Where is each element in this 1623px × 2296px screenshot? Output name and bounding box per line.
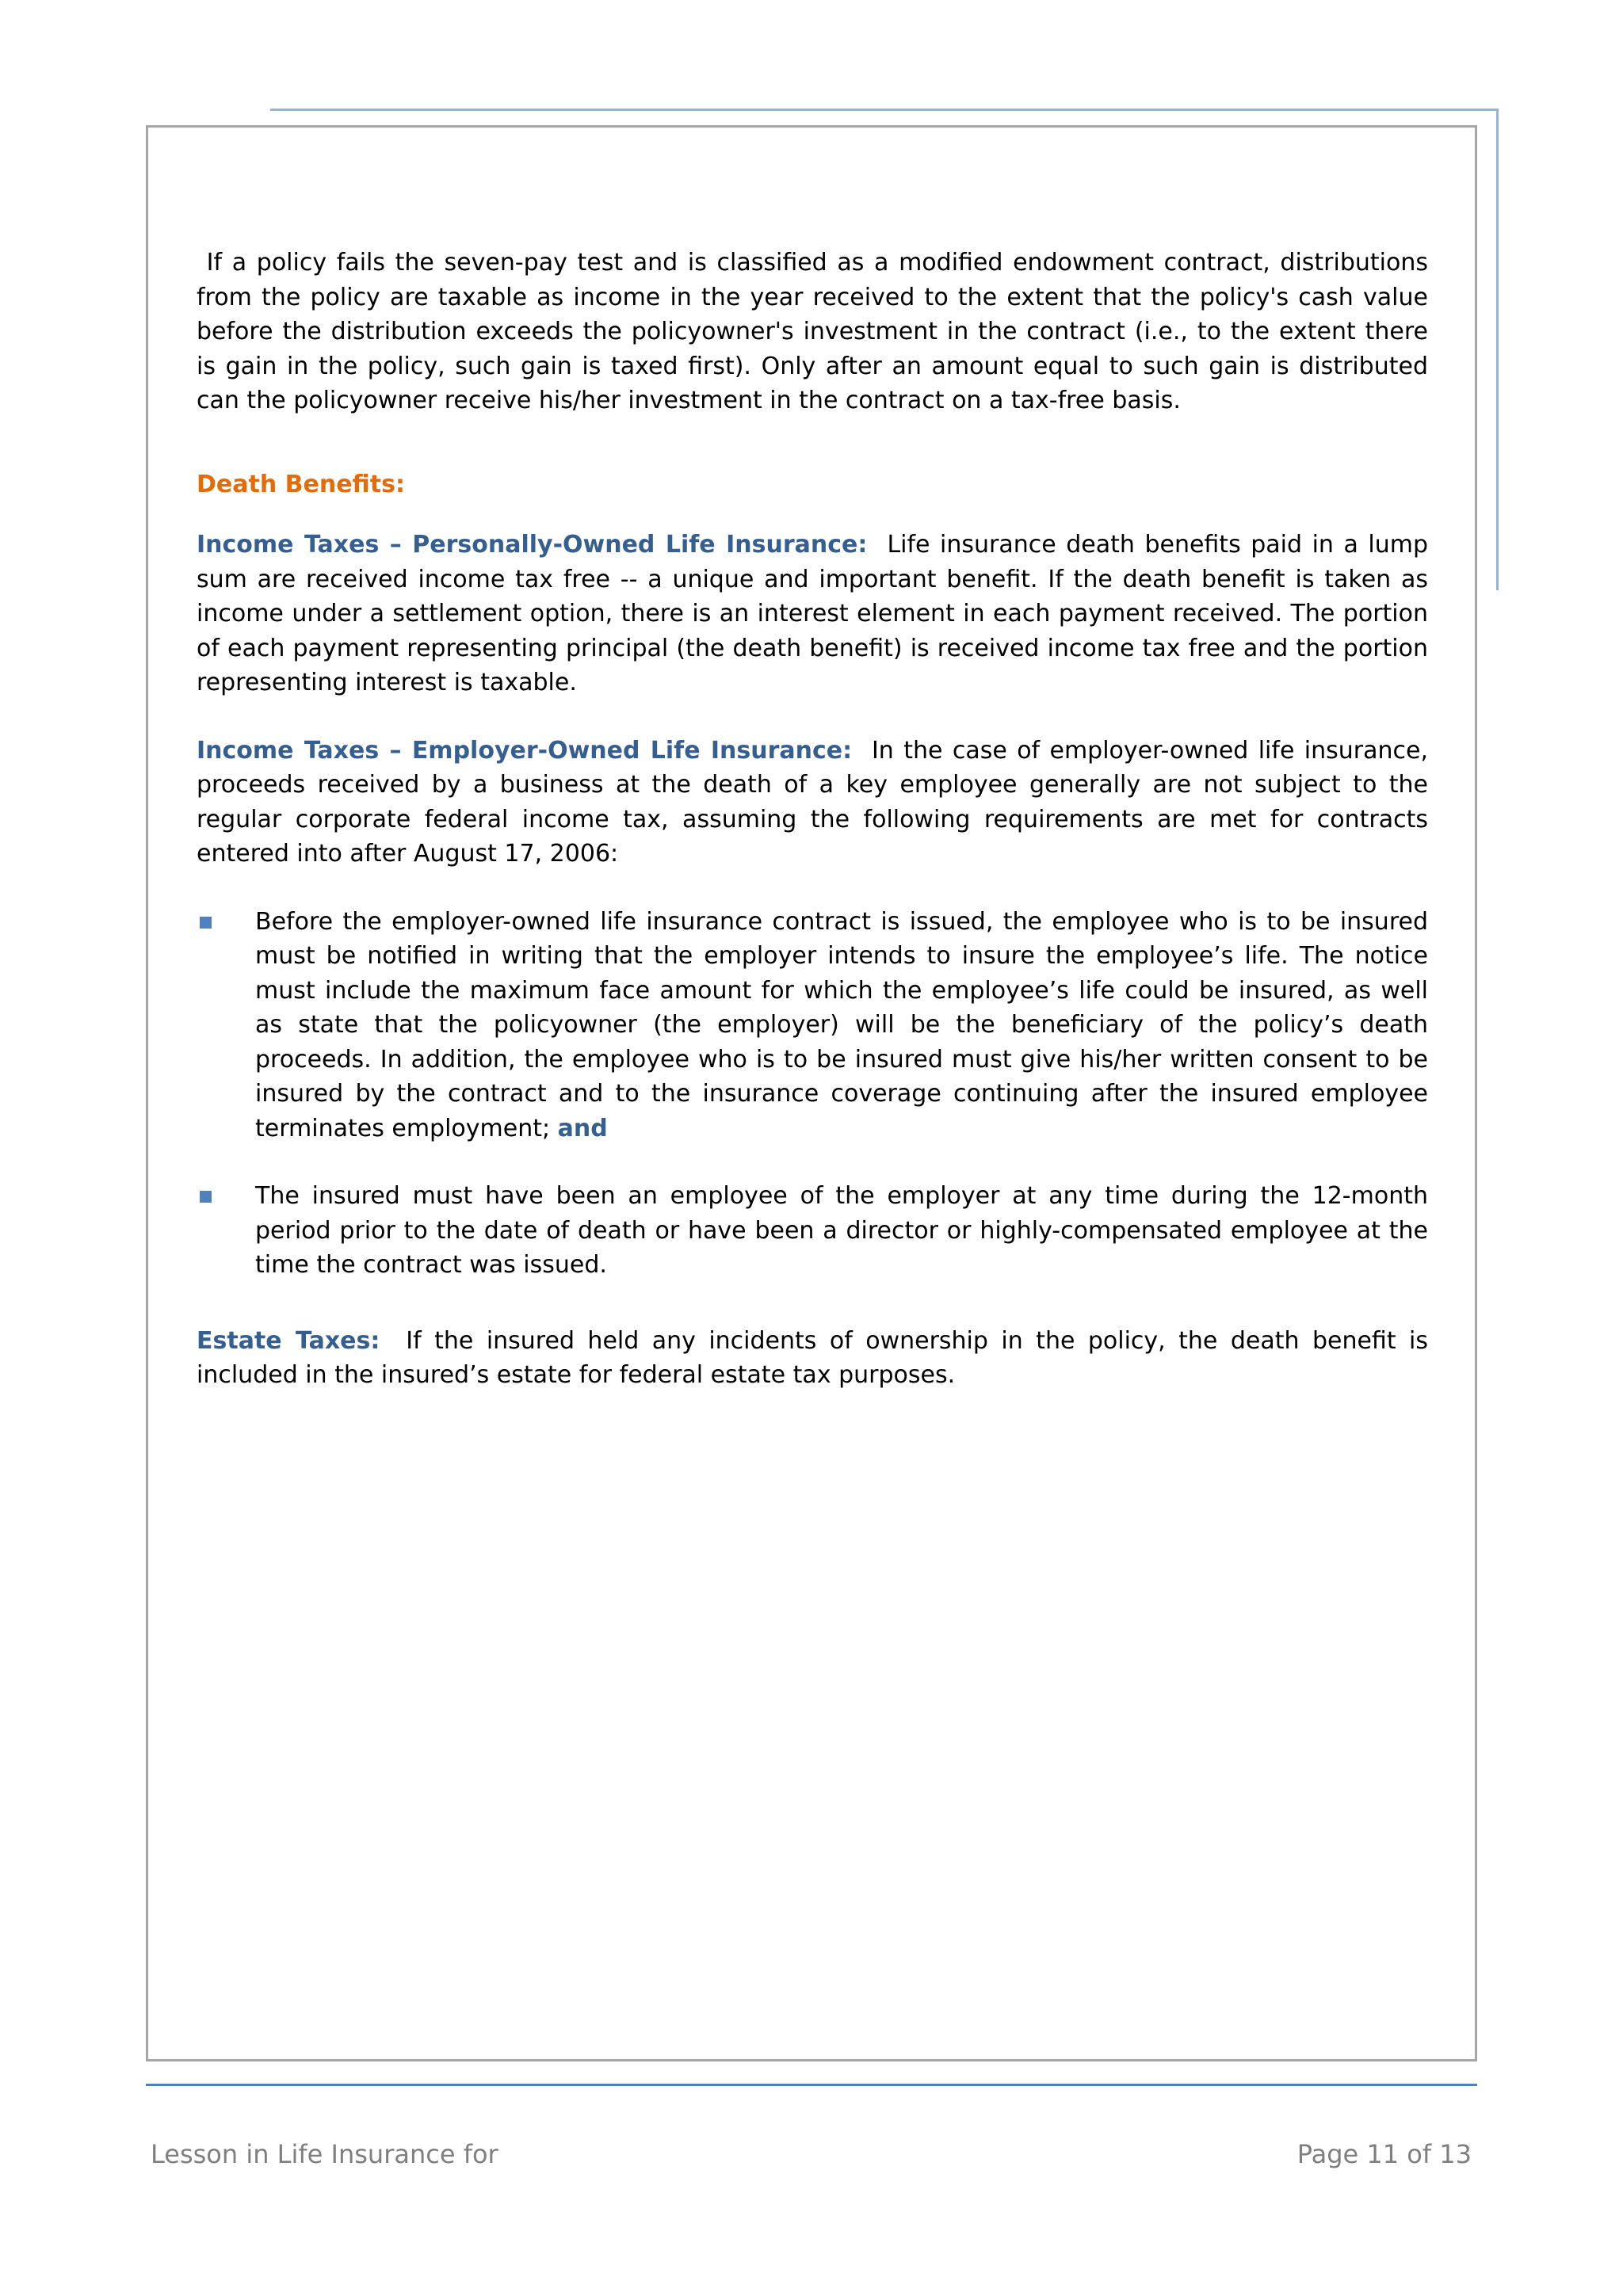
employer-owned-heading: Income Taxes – Employer-Owned Life Insurance: <box>197 736 853 765</box>
square-bullet-icon <box>200 917 212 929</box>
list-item <box>197 1179 1428 1283</box>
footer-title: Lesson in Life Insurance for <box>151 2139 498 2169</box>
estate-taxes-text: If the insured held any incidents of ownership in the policy, the death benefit is included in the insured’s estate for federal estate tax purposes. <box>197 1326 1428 1389</box>
decorative-right-line <box>1496 109 1499 590</box>
personally-owned-text: Life insurance death benefits paid in a lump sum are received income tax free -- a unique and important benefit. If the death benefit is taken as income under a settlement option, there is an interest element in each payment received. The portion of each payment representing principal (the death benefit) is received income tax free and the portion representing interest is taxable. <box>197 531 1428 696</box>
requirement-paragraph <box>255 1179 1428 1283</box>
estate-taxes-heading: Estate Taxes: <box>197 1326 380 1355</box>
decorative-top-line <box>270 109 1499 111</box>
page-number: Page 11 of 13 <box>1296 2139 1472 2169</box>
footer-divider <box>146 2084 1477 2086</box>
intro-text: If a policy fails the seven-pay test and is classified as a modified endowment contract, distributions from the policy are taxable as income in the year received to the extent that the policy's cash value before the distribution exceeds the policyowner's investment in the contract (i.e., to the extent there is gain in the policy, such gain is taxed first). Only after an amount equal to such gain is distributed can the policyowner receive his/her investment in the contract on a tax-free basis. <box>197 249 1428 414</box>
estate-taxes-paragraph <box>197 1324 1428 1393</box>
requirement-paragraph <box>255 905 1428 1146</box>
list-item <box>197 905 1428 1146</box>
requirement-text: The insured must have been an employee of the employer at any time during the 12-month period prior to the date of death or have been a director or highly-compensated employee at the time the contract was issued. <box>255 1182 1428 1279</box>
requirement-text: Before the employer-owned life insurance contract is issued, the employee who is to be insured must be notified in writing that the employer intends to insure the employee’s life. The notice must include the maximum face amount for which the employee’s life could be insured, as well as state that the policyowner (the employer) will be the beneficiary of the policy’s death proceeds. In addition, the employee who is to be insured must give his/her written consent to be insured by the contract and to the insurance coverage continuing after the insured employee terminates employment; <box>255 907 1428 1142</box>
requirement-connector: and <box>557 1114 608 1142</box>
personally-owned-heading: Income Taxes – Personally-Owned Life Insurance: <box>197 531 868 559</box>
square-bullet-icon <box>200 1191 212 1203</box>
death-benefits-heading: Death Benefits: <box>197 470 405 498</box>
document-body <box>197 246 1428 1393</box>
employer-owned-paragraph <box>197 734 1428 871</box>
requirements-list <box>197 905 1428 1283</box>
death-benefits-heading-paragraph <box>197 467 1428 502</box>
employer-owned-text: In the case of employer-owned life insurance, proceeds received by a business at the death of a key employee generally are not subject to the regular corporate federal income tax, assuming the following requirements are met for contracts entered into after August 17, 2006: <box>197 736 1429 868</box>
intro-paragraph <box>197 246 1428 418</box>
personally-owned-paragraph <box>197 528 1428 700</box>
